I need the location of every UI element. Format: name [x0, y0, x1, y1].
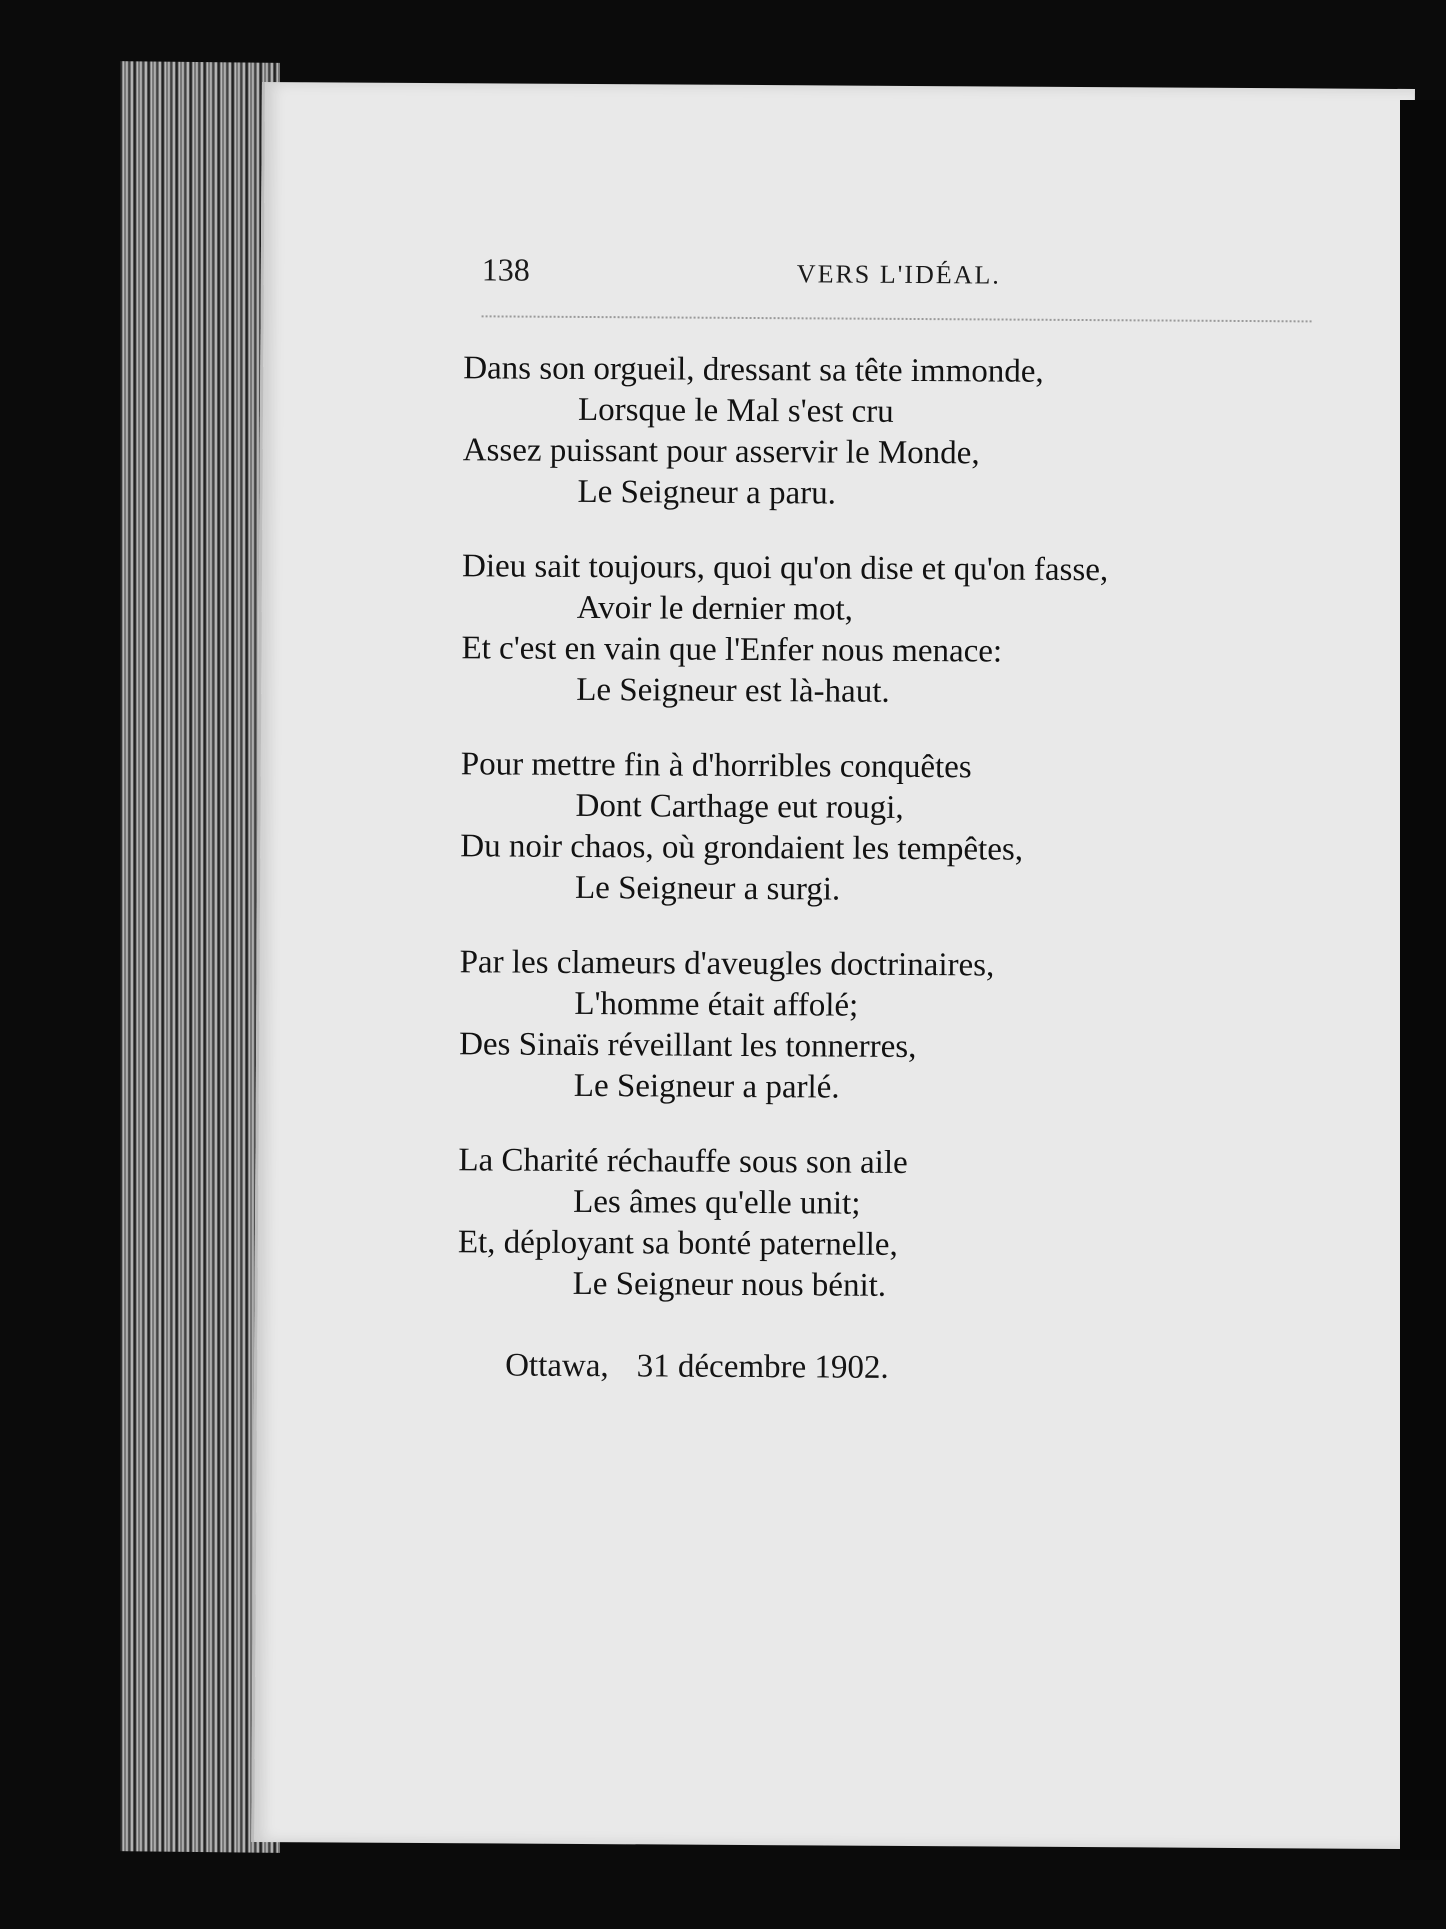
poem-line: Le Seigneur a surgi. — [574, 869, 841, 908]
dateline-date: 31 décembre 1902. — [636, 1348, 889, 1386]
stanza — [460, 744, 1341, 913]
poem-line: Dans son orgueil, dressant sa tête immonde, — [463, 350, 1044, 390]
poem-line: Dont Carthage eut rougi, — [575, 787, 904, 826]
poem-line: Le Seigneur a parlé. — [573, 1067, 840, 1106]
poem-line: Dieu sait toujours, quoi qu'on dise et qu'on fasse, — [461, 548, 1109, 589]
stanza — [459, 942, 1340, 1111]
poem-line: Des Sinaïs réveillant les tonnerres, — [459, 1026, 917, 1066]
scan-right-border — [1400, 100, 1446, 1860]
poem-line: Pour mettre fin à d'horribles conquêtes — [460, 746, 972, 786]
poem-line: Et, déployant sa bonté paternelle, — [457, 1224, 898, 1263]
poem-line: Avoir le dernier mot, — [576, 589, 854, 628]
poem-line: L'homme était affolé; — [574, 985, 859, 1024]
poem-line: Les âmes qu'elle unit; — [573, 1183, 861, 1222]
running-title: VERS L'IDÉAL. — [796, 259, 1001, 290]
poem-line: Le Seigneur a paru. — [577, 473, 837, 512]
poem — [457, 348, 1343, 1343]
header-rule — [482, 315, 1312, 322]
page-header — [482, 251, 1342, 300]
dateline-place: Ottawa, — [505, 1347, 609, 1385]
book-page — [251, 82, 1415, 1849]
poem-line: Le Seigneur est là-haut. — [576, 671, 890, 710]
dateline — [505, 1348, 889, 1387]
poem-line: Par les clameurs d'aveugles doctrinaires, — [459, 944, 995, 984]
poem-line: Le Seigneur nous bénit. — [572, 1265, 887, 1304]
stanza — [458, 1140, 1339, 1309]
stanza — [461, 546, 1342, 715]
stanza — [462, 348, 1343, 517]
poem-line: Du noir chaos, où grondaient les tempêtes, — [460, 828, 1024, 868]
poem-line: Assez puissant pour asservir le Monde, — [462, 432, 980, 472]
page-number: 138 — [481, 251, 530, 288]
poem-line: Et c'est en vain que l'Enfer nous menace: — [461, 630, 1003, 670]
poem-line: Lorsque le Mal s'est cru — [577, 391, 894, 430]
poem-line: La Charité réchauffe sous son aile — [458, 1142, 908, 1181]
